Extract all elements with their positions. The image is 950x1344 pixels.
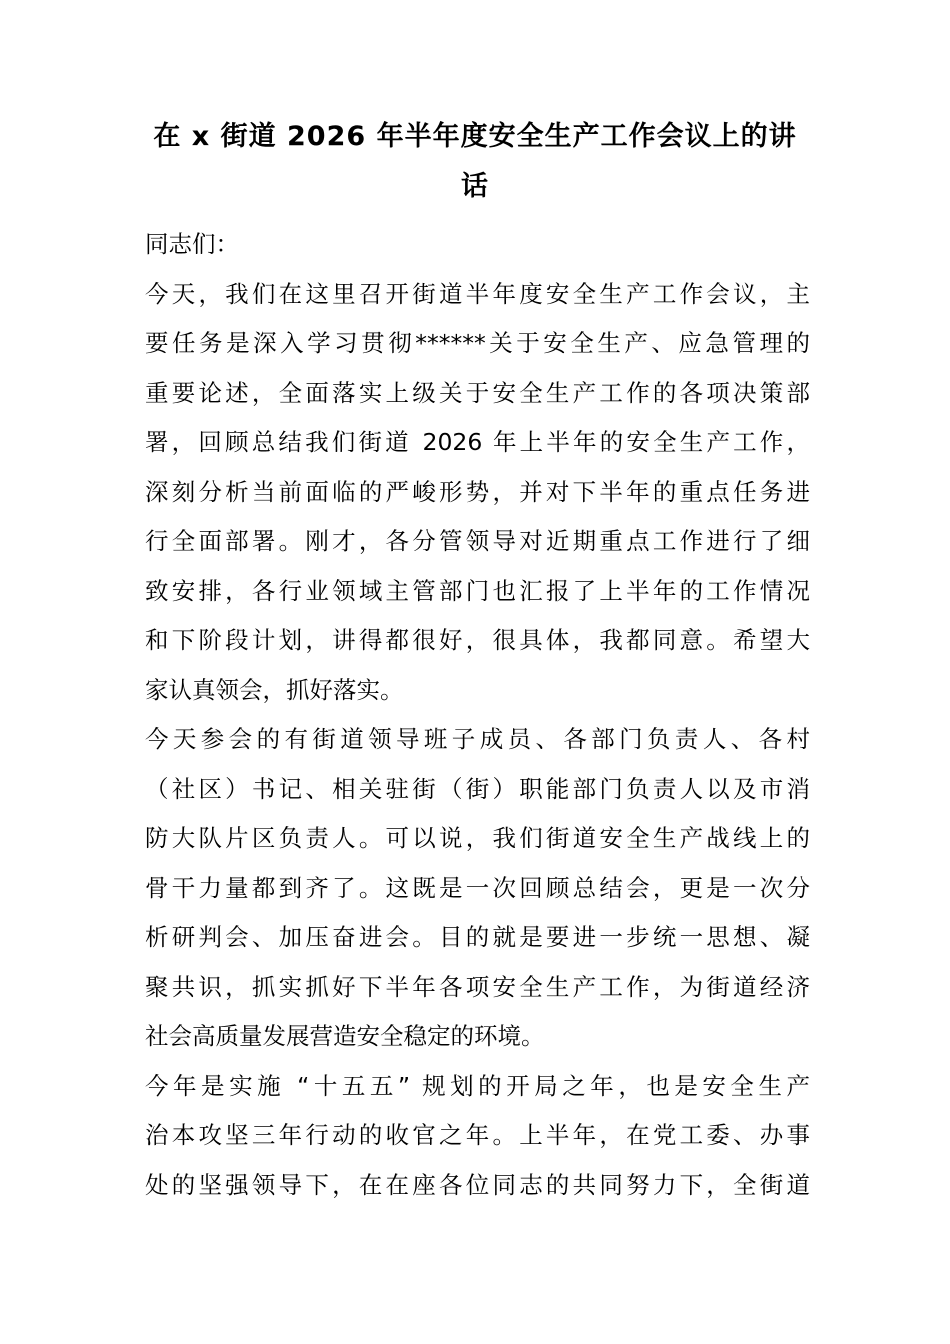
text-line: 处的坚强领导下，在在座各位同志的共同努力下，全街道: [145, 1170, 810, 1199]
text-line: 要任务是深入学习贯彻******关于安全生产、应急管理的: [145, 329, 810, 357]
text-line: 署，回顾总结我们街道 2026 年上半年的安全生产工作，: [145, 428, 810, 456]
text-line: 社会高质量发展营造安全稳定的环境。: [145, 1022, 545, 1050]
title-line-1: 在 x 街道 2026 年半年度安全生产工作会议上的讲: [153, 121, 797, 152]
text-line: 防大队片区负责人。可以说，我们街道安全生产战线上的: [145, 824, 810, 852]
text-line: （社区）书记、相关驻街（街）职能部门负责人以及市消: [145, 774, 810, 803]
document-body: [145, 220, 810, 1210]
text-line: 聚共识，抓实抓好下半年各项安全生产工作，为街道经济: [145, 972, 810, 1001]
salutation: 同志们：: [145, 230, 239, 258]
text-line: 重要论述，全面落实上级关于安全生产工作的各项决策部: [145, 378, 810, 407]
text-line: 今年是实施 “十五五” 规划的开局之年，也是安全生产: [145, 1071, 810, 1100]
text-line: 行全面部署。刚才，各分管领导对近期重点工作进行了细: [145, 527, 810, 555]
text-line: 和下阶段计划，讲得都很好，很具体，我都同意。希望大: [145, 626, 810, 654]
text-line: 致安排，各行业领域主管部门也汇报了上半年的工作情况: [145, 576, 810, 605]
text-line: 深刻分析当前面临的严峻形势，并对下半年的重点任务进: [145, 477, 810, 506]
text-line: 今天，我们在这里召开街道半年度安全生产工作会议，主: [145, 279, 810, 308]
text-line: 析研判会、加压奋进会。目的就是要进一步统一思想、凝: [145, 923, 810, 951]
title-line-2: 话: [461, 171, 489, 202]
text-line: 治本攻坚三年行动的收官之年。上半年，在党工委、办事: [145, 1121, 810, 1149]
document-title: [140, 112, 810, 212]
text-line: 今天参会的有街道领导班子成员、各部门负责人、各村: [145, 725, 810, 753]
text-line: 骨干力量都到齐了。这既是一次回顾总结会，更是一次分: [145, 873, 810, 902]
text-line: 家认真领会，抓好落实。: [145, 675, 404, 704]
